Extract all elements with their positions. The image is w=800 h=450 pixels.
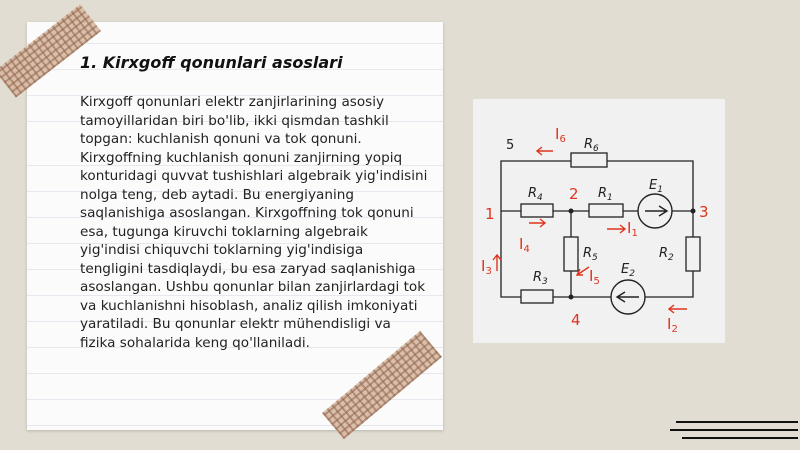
label-R2: $R_2$ — [659, 246, 674, 263]
label-I6: $I_6$ — [555, 125, 566, 145]
label-node-2: 2 — [569, 185, 579, 203]
circuit-diagram — [473, 99, 725, 343]
label-R6: $R_6$ — [584, 137, 599, 154]
slide-body-text: Kirxgoff qonunlari elektr zanjirlarining asosiy tamoyillaridan biri bo'lib, ikki qismdan tashkil topgan: kuchlanish qonuni va tok qonuni. Kirxgoffning kuchlanish qonuni zanjirning yopiq konturidagi quvvat tushishlari algebraik yig'indisini nolga teng, deb aytadi. Bu energiyaning saqlanishiga asoslangan. Kirxgoffning tok qonuni esa, tugunga kiruvchi toklarning algebraik yig'indisi chiquvchi toklarning yig'indisiga tengligini tasdiqlaydi, bu esa zaryad saqlanishiga asoslangan. Ushbu qonunlar bilan zanjirlardagi tok va kuchlanishni hisoblash, analiz qilish imkoniyati yaratiladi. Bu qonunlar elektr mühendisligi va fizika sohalarida keng qo'llaniladi. — [80, 94, 428, 351]
slide-title: 1. Kirxgoff qonunlari asoslari — [80, 53, 343, 72]
label-E1: $E_1$ — [649, 178, 663, 195]
label-node-3: 3 — [699, 203, 709, 221]
label-R3: $R_3$ — [533, 270, 548, 287]
label-E2: $E_2$ — [621, 262, 635, 279]
label-node-1: 1 — [485, 205, 495, 223]
label-I4: $I_4$ — [519, 235, 530, 255]
decorative-lines — [668, 408, 800, 450]
label-I3: $I_3$ — [481, 257, 492, 277]
label-node-5: 5 — [506, 138, 515, 153]
label-R1: $R_1$ — [598, 186, 613, 203]
label-I1: $I_1$ — [627, 219, 638, 239]
label-R4: $R_4$ — [528, 186, 543, 203]
circuit-figure — [473, 99, 725, 343]
label-I5: $I_5$ — [589, 267, 600, 287]
label-R5: $R_5$ — [583, 246, 598, 263]
label-node-4: 4 — [571, 311, 581, 329]
label-I2: $I_2$ — [667, 315, 678, 335]
